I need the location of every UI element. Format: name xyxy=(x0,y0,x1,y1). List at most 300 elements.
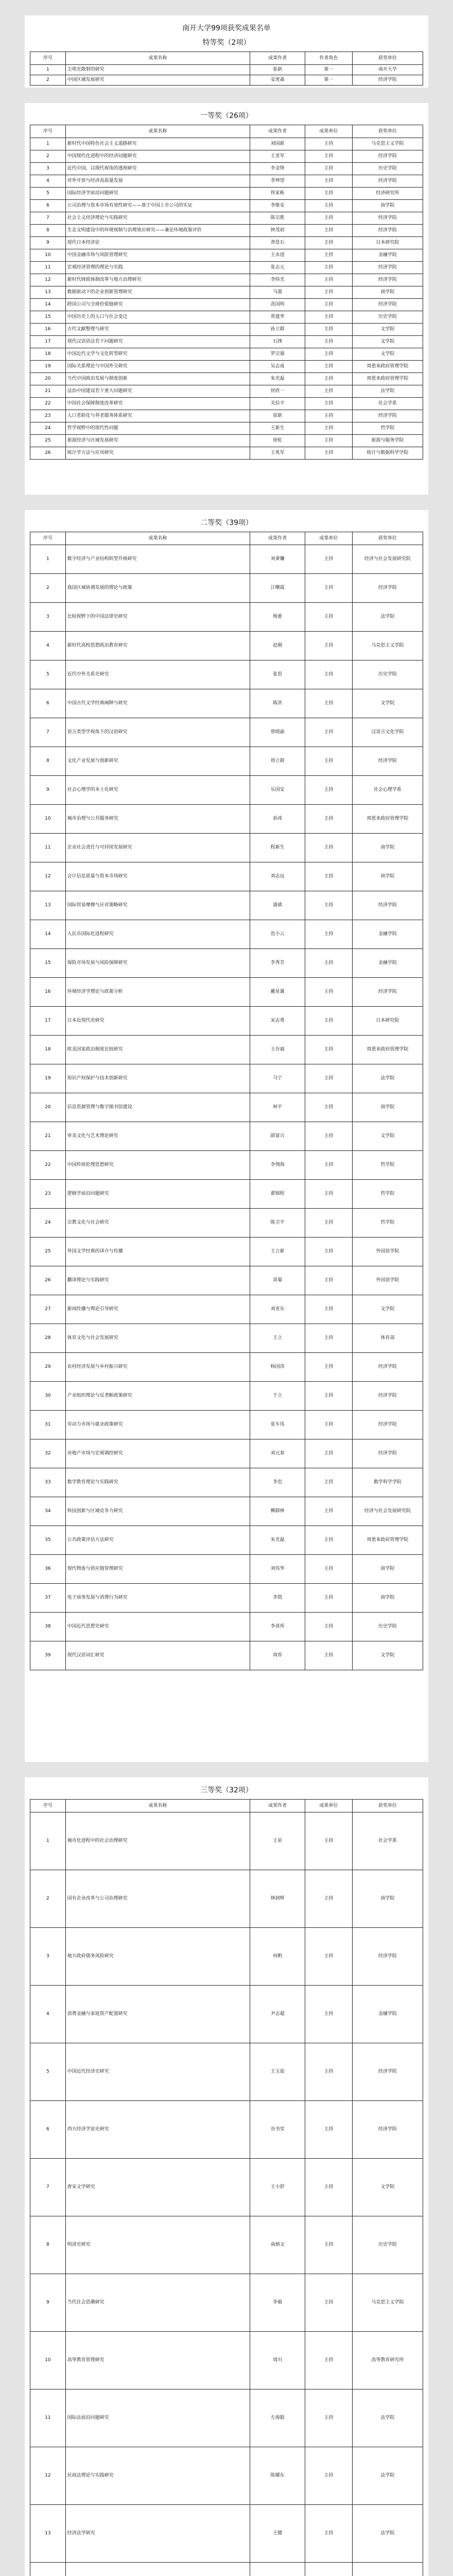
author-role: 主持 xyxy=(305,632,353,660)
col-header-author: 成果作者 xyxy=(250,1800,305,1812)
table-row xyxy=(30,1382,423,1411)
row-number: 5 xyxy=(30,660,66,689)
award-unit: 经济学院 xyxy=(352,1353,423,1382)
author-role: 主持 xyxy=(305,1382,353,1411)
author-role: 主持 xyxy=(305,410,353,422)
award-unit: 南开大学 xyxy=(352,65,423,75)
award-unit: 周恩来政府管理学院 xyxy=(352,361,423,373)
author-name: 周川 xyxy=(250,2332,305,2389)
col-header-no: 序号 xyxy=(30,52,66,65)
row-number: 14 xyxy=(30,920,66,949)
col-header-role: 成果单位 xyxy=(305,125,353,138)
author-name: 王存福 xyxy=(250,1036,305,1064)
author-name: 原新 xyxy=(250,410,305,422)
col-header-title: 成果名称 xyxy=(65,1800,250,1812)
row-number: 36 xyxy=(30,1555,66,1584)
author-name: 刘志远 xyxy=(250,862,305,891)
award-title: 新时代财政体制改革与地方治理研究 xyxy=(65,274,250,286)
award-unit: 哲学院 xyxy=(352,1151,423,1180)
award-unit: 经济学院 xyxy=(352,1439,423,1468)
table-row xyxy=(30,891,423,920)
award-title: 经济法学研究 xyxy=(65,2505,250,2563)
award-unit: 经济学院 xyxy=(352,75,423,86)
award-title: 当代社会思潮研究 xyxy=(65,2274,250,2332)
row-number: 12 xyxy=(30,862,66,891)
award-unit: 文学院 xyxy=(352,1295,423,1324)
author-name: 王小舒 xyxy=(250,2159,305,2216)
table-row xyxy=(30,862,423,891)
author-name: 王玉茹 xyxy=(250,2043,305,2101)
award-unit: 经济学院 xyxy=(352,299,423,311)
table-row xyxy=(30,361,423,373)
author-name: 李凯 xyxy=(250,1584,305,1613)
award-title: 日本近现代史研究 xyxy=(65,1007,250,1036)
award-title: 农村经济发展与乡村振兴研究 xyxy=(65,1353,250,1382)
author-name: 王新生 xyxy=(250,422,305,435)
author-name: 李翔海 xyxy=(250,1151,305,1180)
award-unit: 外国语学院 xyxy=(352,1266,423,1295)
author-role: 主持 xyxy=(305,1641,353,1670)
award-unit: 社会心理学系 xyxy=(352,776,423,805)
table-row xyxy=(30,249,423,262)
award-title: 中国近代思想史研究 xyxy=(65,1613,250,1641)
award-title: 古代文献整理与研究 xyxy=(65,324,250,336)
award-unit: 经济与社会发展研究院 xyxy=(352,545,423,574)
row-number: 30 xyxy=(30,1382,66,1411)
award-unit: 金融学院 xyxy=(352,249,423,262)
author-name: 孙涛 xyxy=(250,805,305,834)
row-number: 1 xyxy=(30,138,66,150)
award-title: 社会心理学的本土化研究 xyxy=(65,776,250,805)
author-role: 主持 xyxy=(305,1036,353,1064)
award-unit: 商学院 xyxy=(352,834,423,862)
row-number: 35 xyxy=(30,1526,66,1555)
author-name: 李维安 xyxy=(250,200,305,212)
table-row xyxy=(30,138,423,150)
award-title: 保险市场发展与风险保障研究 xyxy=(65,949,250,978)
author-role: 主持 xyxy=(305,920,353,949)
table-row xyxy=(30,660,423,689)
award-title: 法治中国建设若干重大问题研究 xyxy=(65,385,250,398)
table-row xyxy=(30,574,423,603)
award-unit: 文学院 xyxy=(352,324,423,336)
table-row xyxy=(30,422,423,435)
award-unit: 外国语学院 xyxy=(352,1238,423,1266)
award-unit: 经济学院 xyxy=(352,1411,423,1439)
author-role: 主持 xyxy=(305,299,353,311)
table-row xyxy=(30,2043,423,2101)
author-role: 主持 xyxy=(305,747,353,776)
award-unit: 文学院 xyxy=(352,689,423,718)
row-number: 13 xyxy=(30,891,66,920)
award-unit: 经济学院 xyxy=(352,2101,423,2159)
table-row xyxy=(30,348,423,361)
award-unit: 马克思主义学院 xyxy=(352,2274,423,2332)
award-title: 民商法理论与实践研究 xyxy=(65,2447,250,2505)
author-name xyxy=(250,2563,305,2576)
table-row xyxy=(30,2332,423,2389)
award-title: 旅游经济与区域发展研究 xyxy=(65,435,250,447)
author-role: 主持 xyxy=(305,862,353,891)
award-unit: 哲学院 xyxy=(352,422,423,435)
author-role: 主持 xyxy=(305,1151,353,1180)
author-role: 主持 xyxy=(305,324,353,336)
award-unit: 经济学院 xyxy=(352,747,423,776)
table-row xyxy=(30,545,423,574)
author-name: 张思 xyxy=(250,660,305,689)
row-number: 13 xyxy=(30,2505,66,2563)
author-name: 柳卸林 xyxy=(250,1497,305,1526)
award-title: 数学教育理论与实践研究 xyxy=(65,1468,250,1497)
award-title: 国际法前沿问题研究 xyxy=(65,2389,250,2447)
author-role: 主持 xyxy=(305,2332,353,2389)
author-name: 王亚军 xyxy=(250,150,305,163)
award-title: 宏观经济管理的理论与实践 xyxy=(65,262,250,274)
row-number: 16 xyxy=(30,978,66,1007)
table-row xyxy=(30,805,423,834)
author-name: 薛富兴 xyxy=(250,1122,305,1151)
table-row xyxy=(30,286,423,299)
col-header-author: 成果作者 xyxy=(250,52,305,65)
row-number: 4 xyxy=(30,175,66,188)
award-title: 比较视野下的中国法律史研究 xyxy=(65,603,250,632)
row-number: 34 xyxy=(30,1497,66,1526)
table-row xyxy=(30,373,423,385)
table-row xyxy=(30,2159,423,2216)
table-row xyxy=(30,163,423,175)
author-name: 李毅 xyxy=(250,2274,305,2332)
page-special-prize xyxy=(25,15,428,88)
row-number: 1 xyxy=(30,545,66,574)
award-unit: 商学院 xyxy=(352,1093,423,1122)
award-unit: 数学科学学院 xyxy=(352,1468,423,1497)
award-title: 明清史研究 xyxy=(65,2216,250,2274)
document-title: 南开大学99项获奖成果名单 xyxy=(182,24,271,32)
award-title: 我国区域协调发展的理论与政策 xyxy=(65,574,250,603)
award-unit: 哲学院 xyxy=(352,1180,423,1209)
award-unit: 经济学院 xyxy=(352,410,423,422)
author-name: 王立新 xyxy=(250,1238,305,1266)
row-number: 7 xyxy=(30,2159,66,2216)
row-number: 9 xyxy=(30,2274,66,2332)
award-title: 公共政策评估方法研究 xyxy=(65,1526,250,1555)
row-number: 33 xyxy=(30,1468,66,1497)
row-number: 3 xyxy=(30,603,66,632)
author-role: 主持 xyxy=(305,718,353,747)
author-role: 主持 xyxy=(305,1870,353,1928)
award-unit: 马克思主义学院 xyxy=(352,632,423,660)
author-name: 马宁 xyxy=(250,1064,305,1093)
row-number: 26 xyxy=(30,1266,66,1295)
row-number: 20 xyxy=(30,1093,66,1122)
award-title: 中国现代化进程中的经济问题研究 xyxy=(65,150,250,163)
author-role: 主持 xyxy=(305,1122,353,1151)
award-title: 中国近代经济史研究 xyxy=(65,2043,250,2101)
page-third-prize xyxy=(25,1777,428,2576)
award-title: 现代汉语词汇研究 xyxy=(65,1641,250,1670)
author-role: 主持 xyxy=(305,1439,353,1468)
col-header-unit: 获奖单位 xyxy=(352,1800,423,1812)
author-name: 周荐 xyxy=(250,1641,305,1670)
row-number: 29 xyxy=(30,1353,66,1382)
author-name: 李金铮 xyxy=(250,163,305,175)
award-title: 审美文化与艺术理论研究 xyxy=(65,1122,250,1151)
award-unit: 社会学系 xyxy=(352,1812,423,1870)
award-title: 城市化进程中的社会治理研究 xyxy=(65,1812,250,1870)
table-row xyxy=(30,311,423,324)
table-row xyxy=(30,1180,423,1209)
author-name: 安虎森 xyxy=(250,75,305,86)
award-unit: 文学院 xyxy=(352,1641,423,1670)
author-name: 盛斌 xyxy=(250,891,305,920)
author-name: 常建华 xyxy=(250,311,305,324)
author-name: 朱光磊 xyxy=(250,1526,305,1555)
award-title: 近代中外关系史研究 xyxy=(65,660,250,689)
award-unit: 商学院 xyxy=(352,1584,423,1613)
author-name: 王兆军 xyxy=(250,447,305,460)
table-row xyxy=(30,1812,423,1870)
award-unit: 经济学院 xyxy=(352,212,423,225)
award-unit: 法学院 xyxy=(352,1064,423,1093)
table-row xyxy=(30,776,423,805)
award-unit: 文学院 xyxy=(352,336,423,348)
award-unit: 商学院 xyxy=(352,1870,423,1928)
table-row xyxy=(30,1555,423,1584)
row-number: 27 xyxy=(30,1295,66,1324)
award-unit: 经济研究所 xyxy=(352,188,423,200)
row-number: 25 xyxy=(30,435,66,447)
table-row xyxy=(30,2101,423,2159)
author-role: 主持 xyxy=(305,689,353,718)
author-name: 王立 xyxy=(250,1324,305,1353)
author-name: 刘秉镰 xyxy=(250,545,305,574)
table-row xyxy=(30,1295,423,1324)
table-row xyxy=(30,1584,423,1613)
row-number: 4 xyxy=(30,632,66,660)
table-row xyxy=(30,200,423,212)
author-role: 主持 xyxy=(305,311,353,324)
row-number: 14 xyxy=(30,299,66,311)
row-number: 6 xyxy=(30,689,66,718)
row-number: 1 xyxy=(30,65,66,75)
author-role: 主持 xyxy=(305,385,353,398)
table-row xyxy=(30,225,423,237)
author-role: 主持 xyxy=(305,286,353,299)
author-role: 主持 xyxy=(305,574,353,603)
award-unit: 历史学院 xyxy=(352,2216,423,2274)
row-number: 2 xyxy=(30,150,66,163)
author-role: 主持 xyxy=(305,361,353,373)
row-number: 21 xyxy=(30,385,66,398)
author-name: 杨国涛 xyxy=(250,1353,305,1382)
author-name: 谷书堂 xyxy=(250,2101,305,2159)
author-name: 柯平 xyxy=(250,1093,305,1122)
row-number: 21 xyxy=(30,1122,66,1151)
table-row xyxy=(30,212,423,225)
row-number: 13 xyxy=(30,286,66,299)
author-role: 主持 xyxy=(305,805,353,834)
award-unit: 商学院 xyxy=(352,862,423,891)
row-number: 5 xyxy=(30,2043,66,2101)
section-heading: 三等奖（32项） xyxy=(200,1786,253,1794)
award-unit: 法学院 xyxy=(352,2505,423,2563)
author-name: 刘亚东 xyxy=(250,1295,305,1324)
table-row xyxy=(30,1928,423,1986)
award-title: 新时代中国特色社会主义道路研究 xyxy=(65,138,250,150)
author-name: 陈耀东 xyxy=(250,2447,305,2505)
award-unit: 经济学院 xyxy=(352,175,423,188)
row-number: 8 xyxy=(30,747,66,776)
author-role: 主持 xyxy=(305,435,353,447)
author-name: 杨蕾 xyxy=(250,603,305,632)
row-number: 15 xyxy=(30,949,66,978)
award-unit: 社会学系 xyxy=(352,398,423,410)
award-unit: 历史学院 xyxy=(352,311,423,324)
section-heading: 特等奖（2项） xyxy=(202,39,251,47)
award-title: 信息资源管理与数字图书馆建设 xyxy=(65,1093,250,1122)
author-role: 主持 xyxy=(305,1324,353,1353)
author-role: 主持 xyxy=(305,1555,353,1584)
author-name: 南炳文 xyxy=(250,2216,305,2274)
award-title: 生态文明建设中的环境规制与治理效应研究——兼论环境政策评价 xyxy=(65,225,250,237)
author-name: 王星 xyxy=(250,1812,305,1870)
author-role: 主持 xyxy=(305,1238,353,1266)
table-row xyxy=(30,1007,423,1036)
author-role: 第一 xyxy=(305,75,353,86)
award-title: 地方政府债务风险研究 xyxy=(65,1928,250,1986)
table-row xyxy=(30,689,423,718)
award-unit: 金融学院 xyxy=(352,920,423,949)
table-row xyxy=(30,262,423,274)
author-name: 侯欣一 xyxy=(250,385,305,398)
award-unit: 经济学院 xyxy=(352,1382,423,1411)
award-title: 现代汉语语法若干问题研究 xyxy=(65,336,250,348)
author-name: 罗宗强 xyxy=(250,348,305,361)
award-unit: 经济学院 xyxy=(352,274,423,286)
award-title: 近代中国，以现代视角的透视研究 xyxy=(65,163,250,175)
award-title: 唐宋文学研究 xyxy=(65,2159,250,2216)
table-row xyxy=(30,385,423,398)
award-unit: 经济学院 xyxy=(352,262,423,274)
table-row xyxy=(30,632,423,660)
award-title: 数字经济与产业结构转型升级研究 xyxy=(65,545,250,574)
award-title: 国有企业改革与公司治理研究 xyxy=(65,1870,250,1928)
author-name: 王永进 xyxy=(250,249,305,262)
author-role: 主持 xyxy=(305,978,353,1007)
row-number: 11 xyxy=(30,834,66,862)
award-unit: 历史学院 xyxy=(352,1613,423,1641)
award-title: 国际贸易摩擦与应对策略研究 xyxy=(65,891,250,920)
page-second-prize xyxy=(25,510,428,1762)
table-row xyxy=(30,1468,423,1497)
author-name: 关信平 xyxy=(250,398,305,410)
award-unit: 文学院 xyxy=(352,348,423,361)
author-name: 翟锦程 xyxy=(250,1180,305,1209)
award-title: 公司治理与资本市场有效性研究——基于中国上市公司的实证 xyxy=(65,200,250,212)
author-name: 陈卫平 xyxy=(250,1209,305,1238)
row-number: 20 xyxy=(30,373,66,385)
author-name: 徐虹 xyxy=(250,435,305,447)
award-unit: 周恩来政府管理学院 xyxy=(352,373,423,385)
table-row xyxy=(30,1238,423,1266)
table-third-prize xyxy=(30,1799,423,2576)
table-row xyxy=(30,237,423,249)
author-role: 主持 xyxy=(305,138,353,150)
author-role: 主持 xyxy=(305,274,353,286)
author-name: 张新 xyxy=(250,65,305,75)
award-unit: 周恩来政府管理学院 xyxy=(352,1526,423,1555)
award-title: 统计学方法与应用研究 xyxy=(65,447,250,460)
award-unit: 金融学院 xyxy=(352,1986,423,2043)
author-role: 主持 xyxy=(305,1928,353,1986)
award-unit: 经济学院 xyxy=(352,978,423,1007)
author-role: 主持 xyxy=(305,1093,353,1122)
award-title: 哲学视野中的现代性问题 xyxy=(65,422,250,435)
table-row xyxy=(30,1036,423,1064)
row-number: 17 xyxy=(30,1007,66,1036)
author-name: 林润辉 xyxy=(250,1870,305,1928)
col-header-title: 成果名称 xyxy=(65,125,250,138)
row-number: 28 xyxy=(30,1324,66,1353)
award-title: 现代日本经济论 xyxy=(65,237,250,249)
row-number: 7 xyxy=(30,718,66,747)
row-number: 10 xyxy=(30,805,66,834)
award-title: 中国区域发展研究 xyxy=(65,75,250,86)
author-name: 孙立群 xyxy=(250,324,305,336)
author-name: 苗菊 xyxy=(250,1266,305,1295)
table-row xyxy=(30,1411,423,1439)
table-row xyxy=(30,398,423,410)
author-role: 主持 xyxy=(305,200,353,212)
author-role: 主持 xyxy=(305,2389,353,2447)
author-role: 主持 xyxy=(305,1411,353,1439)
author-name: 刘元春 xyxy=(250,1439,305,1468)
table-special-prize xyxy=(30,52,423,86)
author-role: 第一 xyxy=(305,65,353,75)
author-name: 李忠 xyxy=(250,1468,305,1497)
table-row xyxy=(30,1151,423,1180)
table-row xyxy=(30,1353,423,1382)
table-row xyxy=(30,1122,423,1151)
author-role: 主持 xyxy=(305,1180,353,1209)
col-header-author: 成果作者 xyxy=(250,532,305,545)
author-role: 主持 xyxy=(305,1497,353,1526)
row-number: 26 xyxy=(30,447,66,460)
table-row xyxy=(30,1641,423,1670)
table-row xyxy=(30,274,423,286)
row-number: 2 xyxy=(30,75,66,86)
table-row xyxy=(30,447,423,460)
row-number: 39 xyxy=(30,1641,66,1670)
award-unit: 法学院 xyxy=(352,603,423,632)
author-role: 主持 xyxy=(305,188,353,200)
row-number: 9 xyxy=(30,237,66,249)
row-number: 37 xyxy=(30,1584,66,1613)
award-title: 数据驱动下的企业创新管理研究 xyxy=(65,286,250,299)
award-title: 城市治理与公共服务研究 xyxy=(65,805,250,834)
award-unit: 历史学院 xyxy=(352,660,423,689)
author-role: 主持 xyxy=(305,776,353,805)
table-row xyxy=(30,2447,423,2505)
award-title: 房地产市场与宏观调控研究 xyxy=(65,1439,250,1468)
author-name: 周立群 xyxy=(250,747,305,776)
author-name: 戴星翼 xyxy=(250,978,305,1007)
award-title xyxy=(65,2563,250,2576)
author-role: 主持 xyxy=(305,2447,353,2505)
row-number: 25 xyxy=(30,1238,66,1266)
award-unit: 法学院 xyxy=(352,385,423,398)
col-header-no: 序号 xyxy=(30,1800,66,1812)
